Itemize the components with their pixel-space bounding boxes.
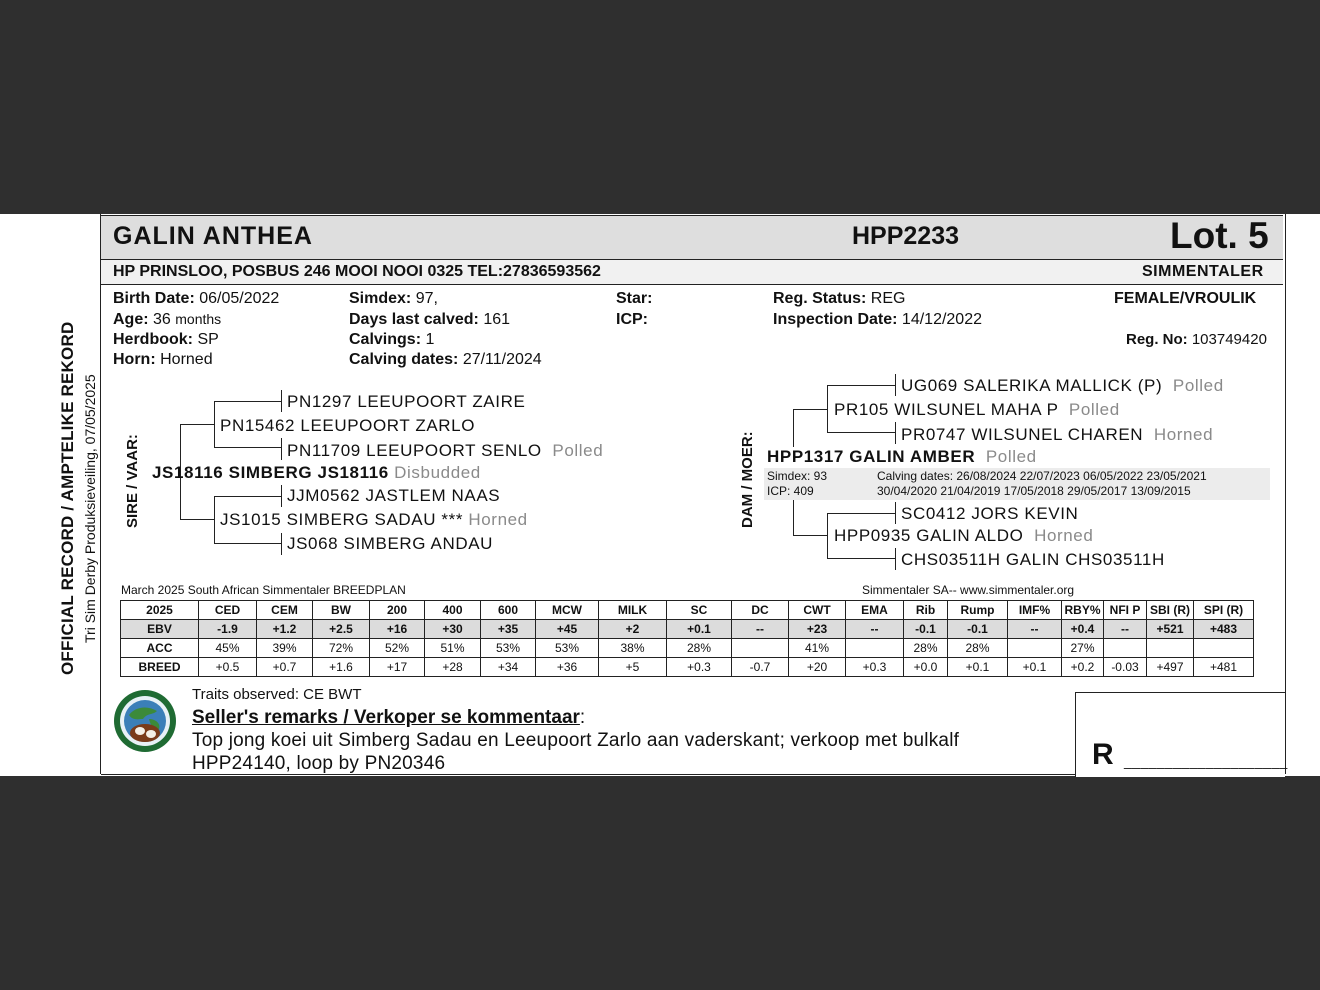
sire-side-label: SIRE / VAAR: [124, 434, 141, 528]
breedplan-header-cell: EMA [846, 601, 904, 620]
breedplan-cell: +0.2 [1062, 658, 1104, 677]
simdex: Simdex: 97, [349, 290, 438, 307]
traits-observed: Traits observed: CE BWT [192, 686, 362, 703]
sire-tree-line [281, 485, 282, 507]
breedplan-cell [846, 639, 904, 658]
breedplan-header-cell: IMF% [1008, 601, 1062, 620]
breedplan-cell: +1.6 [313, 658, 370, 677]
breedplan-cell [1008, 639, 1062, 658]
breedplan-cell: -0.1 [904, 620, 948, 639]
breedplan-cell: 53% [481, 639, 536, 658]
dam-calving-dates-2: 30/04/2020 21/04/2019 17/05/2018 29/05/2017 13/09/2015 [877, 484, 1191, 498]
breedplan-header-cell: RBY% [1062, 601, 1104, 620]
breedplan-website: Simmentaler SA-- www.simmentaler.org [862, 583, 1075, 597]
dam-tree-line [827, 558, 895, 559]
breedplan-cell: 27% [1062, 639, 1104, 658]
breedplan-cell: +2 [599, 620, 667, 639]
breedplan-cell: +5 [599, 658, 667, 677]
breedplan-cell: +36 [536, 658, 599, 677]
breedplan-cell [1194, 639, 1254, 658]
sire-sire-sire: PN1297 LEEUPOORT ZAIRE [287, 392, 526, 411]
lot-number: Lot. 5 [1170, 215, 1269, 256]
breedplan-cell: +483 [1194, 620, 1254, 639]
breed-name: SIMMENTALER [1142, 263, 1264, 280]
breedplan-cell: 45% [199, 639, 257, 658]
breedplan-cell: 72% [313, 639, 370, 658]
sire: JS18116 SIMBERG JS18116 Disbudded [152, 463, 481, 482]
breedplan-cell: +23 [789, 620, 846, 639]
sire-tree-line [180, 519, 214, 520]
reg-number: Reg. No: 103749420 [1126, 331, 1267, 348]
breedplan-header-cell: CED [199, 601, 257, 620]
breedplan-cell: +30 [425, 620, 481, 639]
sire-dam: JS1015 SIMBERG SADAU *** Horned [220, 510, 528, 529]
dam-tree-line [895, 502, 896, 524]
sex: FEMALE/VROULIK [1114, 290, 1257, 307]
breedplan-cell: +17 [370, 658, 425, 677]
reg-status: Reg. Status: REG [773, 290, 906, 307]
breedplan-caption: March 2025 South African Simmentaler BREEDPLAN [121, 583, 406, 597]
price-entry-line[interactable]: ____________________ [1124, 753, 1288, 769]
breedplan-cell: 28% [904, 639, 948, 658]
breedplan-cell: 28% [948, 639, 1008, 658]
sire-tree-line [214, 447, 281, 448]
breedplan-cell: +521 [1147, 620, 1194, 639]
remarks-line-2: HPP24140, loop by PN20346 [192, 753, 446, 774]
calvings: Calvings: 1 [349, 331, 435, 348]
sire-tree-line [214, 401, 215, 448]
dam-tree-line [793, 409, 827, 410]
dam-tree-line [827, 385, 828, 433]
dam-icp: ICP: 409 [767, 484, 814, 498]
breedplan-cell: +35 [481, 620, 536, 639]
sire-sire: PN15462 LEEUPOORT ZARLO [220, 416, 476, 435]
breedplan-header-cell: Rib [904, 601, 948, 620]
dam-tree-line [827, 513, 828, 559]
breedplan-cell [1104, 639, 1147, 658]
dam-dam-dam: CHS03511H GALIN CHS03511H [901, 550, 1165, 569]
breedplan-row-label: ACC [121, 639, 199, 658]
breedplan-header-cell: 2025 [121, 601, 199, 620]
days-last-calved: Days last calved: 161 [349, 311, 511, 328]
breedplan-cell: +1.2 [257, 620, 313, 639]
breedplan-header-cell: 200 [370, 601, 425, 620]
breedplan-cell: +0.1 [667, 620, 732, 639]
calving-dates: Calving dates: 27/11/2024 [349, 351, 542, 368]
dam-dam-sire: SC0412 JORS KEVIN [901, 504, 1079, 523]
breedplan-cell: -- [1104, 620, 1147, 639]
dam-sire-sire: UG069 SALERIKA MALLICK (P) Polled [901, 376, 1224, 395]
breedplan-cell: +0.1 [948, 658, 1008, 677]
dam-tree-line [793, 535, 827, 536]
sire-dam-dam: JS068 SIMBERG ANDAU [287, 534, 494, 553]
dam-tree-line [827, 432, 895, 433]
horn-status: Horn: Horned [113, 351, 213, 368]
star-label: Star: [616, 290, 653, 307]
breedplan-cell: +0.3 [846, 658, 904, 677]
dam-tree-line [895, 422, 896, 444]
age: Age: 36 months [113, 311, 222, 328]
birth-date: Birth Date: 06/05/2022 [113, 290, 280, 307]
sire-tree-line [214, 496, 215, 544]
breedplan-cell: +0.3 [667, 658, 732, 677]
breedplan-cell: -- [1008, 620, 1062, 639]
breedplan-cell: -- [732, 620, 789, 639]
breedplan-header-row [121, 601, 1254, 620]
breedplan-header-cell: BW [313, 601, 370, 620]
breedplan-cell: -0.7 [732, 658, 789, 677]
sire-sire-dam: PN11709 LEEUPOORT SENLO Polled [287, 441, 604, 460]
breedplan-cell: 53% [536, 639, 599, 658]
sire-tree-line [214, 401, 281, 402]
breedplan-header-cell: 600 [481, 601, 536, 620]
herdbook: Herdbook: SP [113, 331, 219, 348]
breedplan-cell: -- [846, 620, 904, 639]
sire-tree-line [281, 390, 282, 412]
dam-calving-dates-1: Calving dates: 26/08/2024 22/07/2023 06/05/2022 23/05/2021 [877, 469, 1207, 483]
breedplan-cell: +0.7 [257, 658, 313, 677]
inspection-date: Inspection Date: 14/12/2022 [773, 311, 982, 328]
breedplan-cell: 41% [789, 639, 846, 658]
animal-name: GALIN ANTHEA [113, 222, 313, 250]
remarks-line-1: Top jong koei uit Simberg Sadau en Leeupoort Zarlo aan vaderskant; verkoop met bulkalf [192, 730, 960, 751]
sire-tree-line [180, 424, 214, 425]
breedplan-cell: +0.5 [199, 658, 257, 677]
simmentaler-logo-icon [113, 689, 177, 753]
breedplan-acc-row [121, 639, 1254, 658]
sire-dam-sire: JJM0562 JASTLEM NAAS [287, 486, 501, 505]
breedplan-cell: -1.9 [199, 620, 257, 639]
official-record-label: OFFICIAL RECORD / AMPTELIKE REKORD [58, 321, 77, 675]
breedplan-header-cell: DC [732, 601, 789, 620]
breedplan-header-cell: CWT [789, 601, 846, 620]
breedplan-cell: +16 [370, 620, 425, 639]
dam: HPP1317 GALIN AMBER Polled [767, 447, 1037, 466]
sire-tree-line [281, 438, 282, 460]
price-currency-label: R [1092, 738, 1114, 771]
breedplan-cell: -0.03 [1104, 658, 1147, 677]
breedplan-cell: +0.4 [1062, 620, 1104, 639]
dam-sire: PR105 WILSUNEL MAHA P Polled [834, 400, 1120, 419]
breedplan-cell: 52% [370, 639, 425, 658]
breedplan-header-cell: MILK [599, 601, 667, 620]
dam-side-label: DAM / MOER: [739, 431, 756, 528]
breedplan-cell: +20 [789, 658, 846, 677]
breedplan-header-cell: SC [667, 601, 732, 620]
sire-tree-line [214, 496, 281, 497]
dam-sire-dam: PR0747 WILSUNEL CHAREN Horned [901, 425, 1214, 444]
breedplan-cell: 28% [667, 639, 732, 658]
dam-tree-line [895, 548, 896, 570]
dam-tree-line [827, 385, 895, 386]
breedplan-cell: 38% [599, 639, 667, 658]
breedplan-header-cell: CEM [257, 601, 313, 620]
remarks-title: Seller's remarks / Verkoper se kommentaar: [192, 707, 586, 728]
breedplan-breed-row [121, 658, 1254, 677]
dam-tree-line [793, 409, 794, 447]
animal-id: HPP2233 [852, 222, 960, 250]
breedplan-cell: +28 [425, 658, 481, 677]
breedplan-cell: +0.1 [1008, 658, 1062, 677]
breedplan-table [120, 600, 1254, 677]
breedplan-cell: +45 [536, 620, 599, 639]
breedplan-cell: 39% [257, 639, 313, 658]
breedplan-cell: +0.0 [904, 658, 948, 677]
breedplan-cell: +481 [1194, 658, 1254, 677]
dam-tree-line [895, 374, 896, 396]
breedplan-cell: +34 [481, 658, 536, 677]
breedplan-header-cell: NFI P [1104, 601, 1147, 620]
breedplan-cell: +497 [1147, 658, 1194, 677]
sire-tree-line [214, 543, 281, 544]
dam-dam: HPP0935 GALIN ALDO Horned [834, 526, 1094, 545]
breedplan-cell [732, 639, 789, 658]
bottom-border [101, 774, 1076, 775]
breedplan-cell [1147, 639, 1194, 658]
breedplan-cell: +2.5 [313, 620, 370, 639]
breedplan-cell: 51% [425, 639, 481, 658]
dam-simdex: Simdex: 93 [767, 469, 828, 483]
breedplan-cell: -0.1 [948, 620, 1008, 639]
breeder-address: HP PRINSLOO, POSBUS 246 MOOI NOOI 0325 TEL:27836593562 [113, 263, 601, 280]
dam-tree-line [793, 500, 794, 536]
breedplan-header-cell: Rump [948, 601, 1008, 620]
sire-tree-line [281, 533, 282, 555]
sale-name-label: Tri Sim Derby Produksieveiling, 07/05/2025 [82, 374, 98, 643]
breedplan-header-cell: 400 [425, 601, 481, 620]
breedplan-header-cell: SBI (R) [1147, 601, 1194, 620]
breedplan-row-label: BREED [121, 658, 199, 677]
breedplan-row-label: EBV [121, 620, 199, 639]
breedplan-ebv-row [121, 620, 1254, 639]
breedplan-header-cell: MCW [536, 601, 599, 620]
icp-label: ICP: [616, 311, 648, 328]
breedplan-header-cell: SPI (R) [1194, 601, 1254, 620]
dam-tree-line [827, 513, 895, 514]
